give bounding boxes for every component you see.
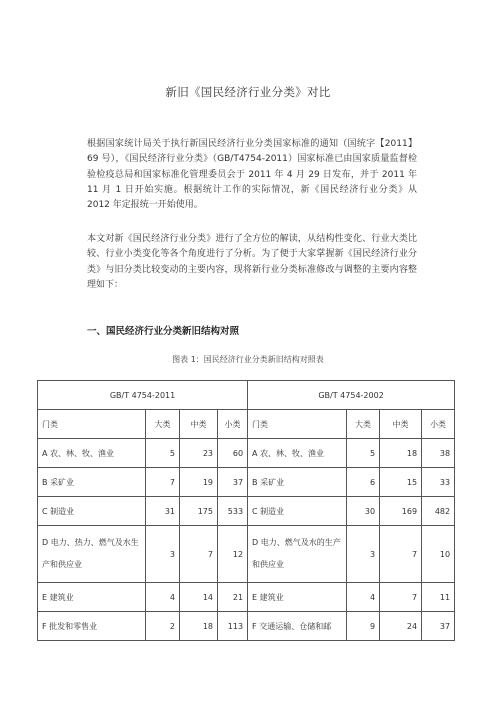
old-medium-count: 15 bbox=[380, 468, 422, 497]
column-header-row bbox=[38, 410, 455, 439]
column-header-major: 大类 bbox=[347, 410, 380, 439]
old-minor-count: 33 bbox=[422, 468, 455, 497]
document-title: 新旧《国民经济行业分类》对比 bbox=[165, 85, 331, 99]
new-category-name: B 采矿业 bbox=[38, 468, 146, 497]
old-category-name: C 制造业 bbox=[248, 497, 347, 526]
old-category-name: D 电力、燃气及水的生产和供应业 bbox=[248, 526, 347, 583]
new-medium-count: 18 bbox=[180, 612, 218, 641]
old-minor-count: 11 bbox=[422, 583, 455, 612]
old-minor-count: 10 bbox=[422, 526, 455, 583]
table-row bbox=[38, 497, 455, 526]
column-header-minor: 小类 bbox=[422, 410, 455, 439]
new-medium-count: 19 bbox=[180, 468, 218, 497]
section-heading: 一、国民经济行业分类新旧结构对照 bbox=[87, 326, 240, 337]
old-category-name: A 农、林、牧、渔业 bbox=[248, 439, 347, 468]
old-minor-count: 37 bbox=[422, 612, 455, 641]
table-row bbox=[38, 526, 455, 583]
new-minor-count: 21 bbox=[218, 583, 248, 612]
column-header-category: 门类 bbox=[248, 410, 347, 439]
old-major-count: 30 bbox=[347, 497, 380, 526]
new-major-count: 4 bbox=[146, 583, 180, 612]
new-major-count: 7 bbox=[146, 468, 180, 497]
table-row bbox=[38, 468, 455, 497]
old-minor-count: 482 bbox=[422, 497, 455, 526]
old-category-name: B 采矿业 bbox=[248, 468, 347, 497]
summary-paragraph: 本文对新《国民经济行业分类》进行了全方位的解读，从结构性变化、行业大类比较、行业小类变化等各个角度进行了分析。为了便于大家掌握新《国民经济行业分类》与旧分类比较变动的主要内容，现将新行业分类标准修改与调整的主要内容整理如下： bbox=[87, 234, 417, 290]
new-minor-count: 60 bbox=[218, 439, 248, 468]
new-category-name: D 电力、热力、燃气及水生产和供应业 bbox=[38, 526, 146, 583]
column-header-medium: 中类 bbox=[180, 410, 218, 439]
new-medium-count: 175 bbox=[180, 497, 218, 526]
old-standard-header: GB/T 4754-2002 bbox=[248, 381, 455, 410]
column-header-major: 大类 bbox=[146, 410, 180, 439]
old-medium-count: 24 bbox=[380, 612, 422, 641]
old-medium-count: 7 bbox=[380, 526, 422, 583]
new-medium-count: 7 bbox=[180, 526, 218, 583]
old-medium-count: 169 bbox=[380, 497, 422, 526]
old-category-name: F 交通运输、仓储和邮 bbox=[248, 612, 347, 641]
new-medium-count: 14 bbox=[180, 583, 218, 612]
new-major-count: 31 bbox=[146, 497, 180, 526]
old-major-count: 5 bbox=[347, 439, 380, 468]
new-minor-count: 533 bbox=[218, 497, 248, 526]
intro-paragraph: 根据国家统计局关于执行新国民经济行业分类国家标准的通知（国统字【2011】69 号），《国民经济行业分类》（GB/T4754-2011）国家标准已由国家质量监督检验检疫总局和国家标准化管理委员会于 2011 年 4 月 29 日发布，并于 2011 年 11 月 1 日开始实施。根据统计工作的实际情况，新《国民经济行业分类》从 2012 年定报统一开始使用。 bbox=[87, 139, 417, 211]
table-caption: 图表 1：国民经济行业分类新旧结构对照表 bbox=[172, 355, 324, 364]
new-category-name: F 批发和零售业 bbox=[38, 612, 146, 641]
new-minor-count: 37 bbox=[218, 468, 248, 497]
table-row bbox=[38, 612, 455, 641]
column-header-medium: 中类 bbox=[380, 410, 422, 439]
table-row bbox=[38, 439, 455, 468]
new-medium-count: 23 bbox=[180, 439, 218, 468]
old-category-name: E 建筑业 bbox=[248, 583, 347, 612]
new-standard-header: GB/T 4754-2011 bbox=[38, 381, 248, 410]
new-category-name: C 制造业 bbox=[38, 497, 146, 526]
new-minor-count: 113 bbox=[218, 612, 248, 641]
old-major-count: 3 bbox=[347, 526, 380, 583]
old-major-count: 9 bbox=[347, 612, 380, 641]
old-major-count: 6 bbox=[347, 468, 380, 497]
column-header-minor: 小类 bbox=[218, 410, 248, 439]
old-medium-count: 7 bbox=[380, 583, 422, 612]
old-major-count: 4 bbox=[347, 583, 380, 612]
table-row bbox=[38, 583, 455, 612]
column-header-category: 门类 bbox=[38, 410, 146, 439]
new-major-count: 2 bbox=[146, 612, 180, 641]
new-major-count: 5 bbox=[146, 439, 180, 468]
new-major-count: 3 bbox=[146, 526, 180, 583]
new-category-name: A 农、林、牧、渔业 bbox=[38, 439, 146, 468]
classification-comparison-table bbox=[37, 380, 455, 641]
new-minor-count: 12 bbox=[218, 526, 248, 583]
new-category-name: E 建筑业 bbox=[38, 583, 146, 612]
old-medium-count: 18 bbox=[380, 439, 422, 468]
old-minor-count: 38 bbox=[422, 439, 455, 468]
